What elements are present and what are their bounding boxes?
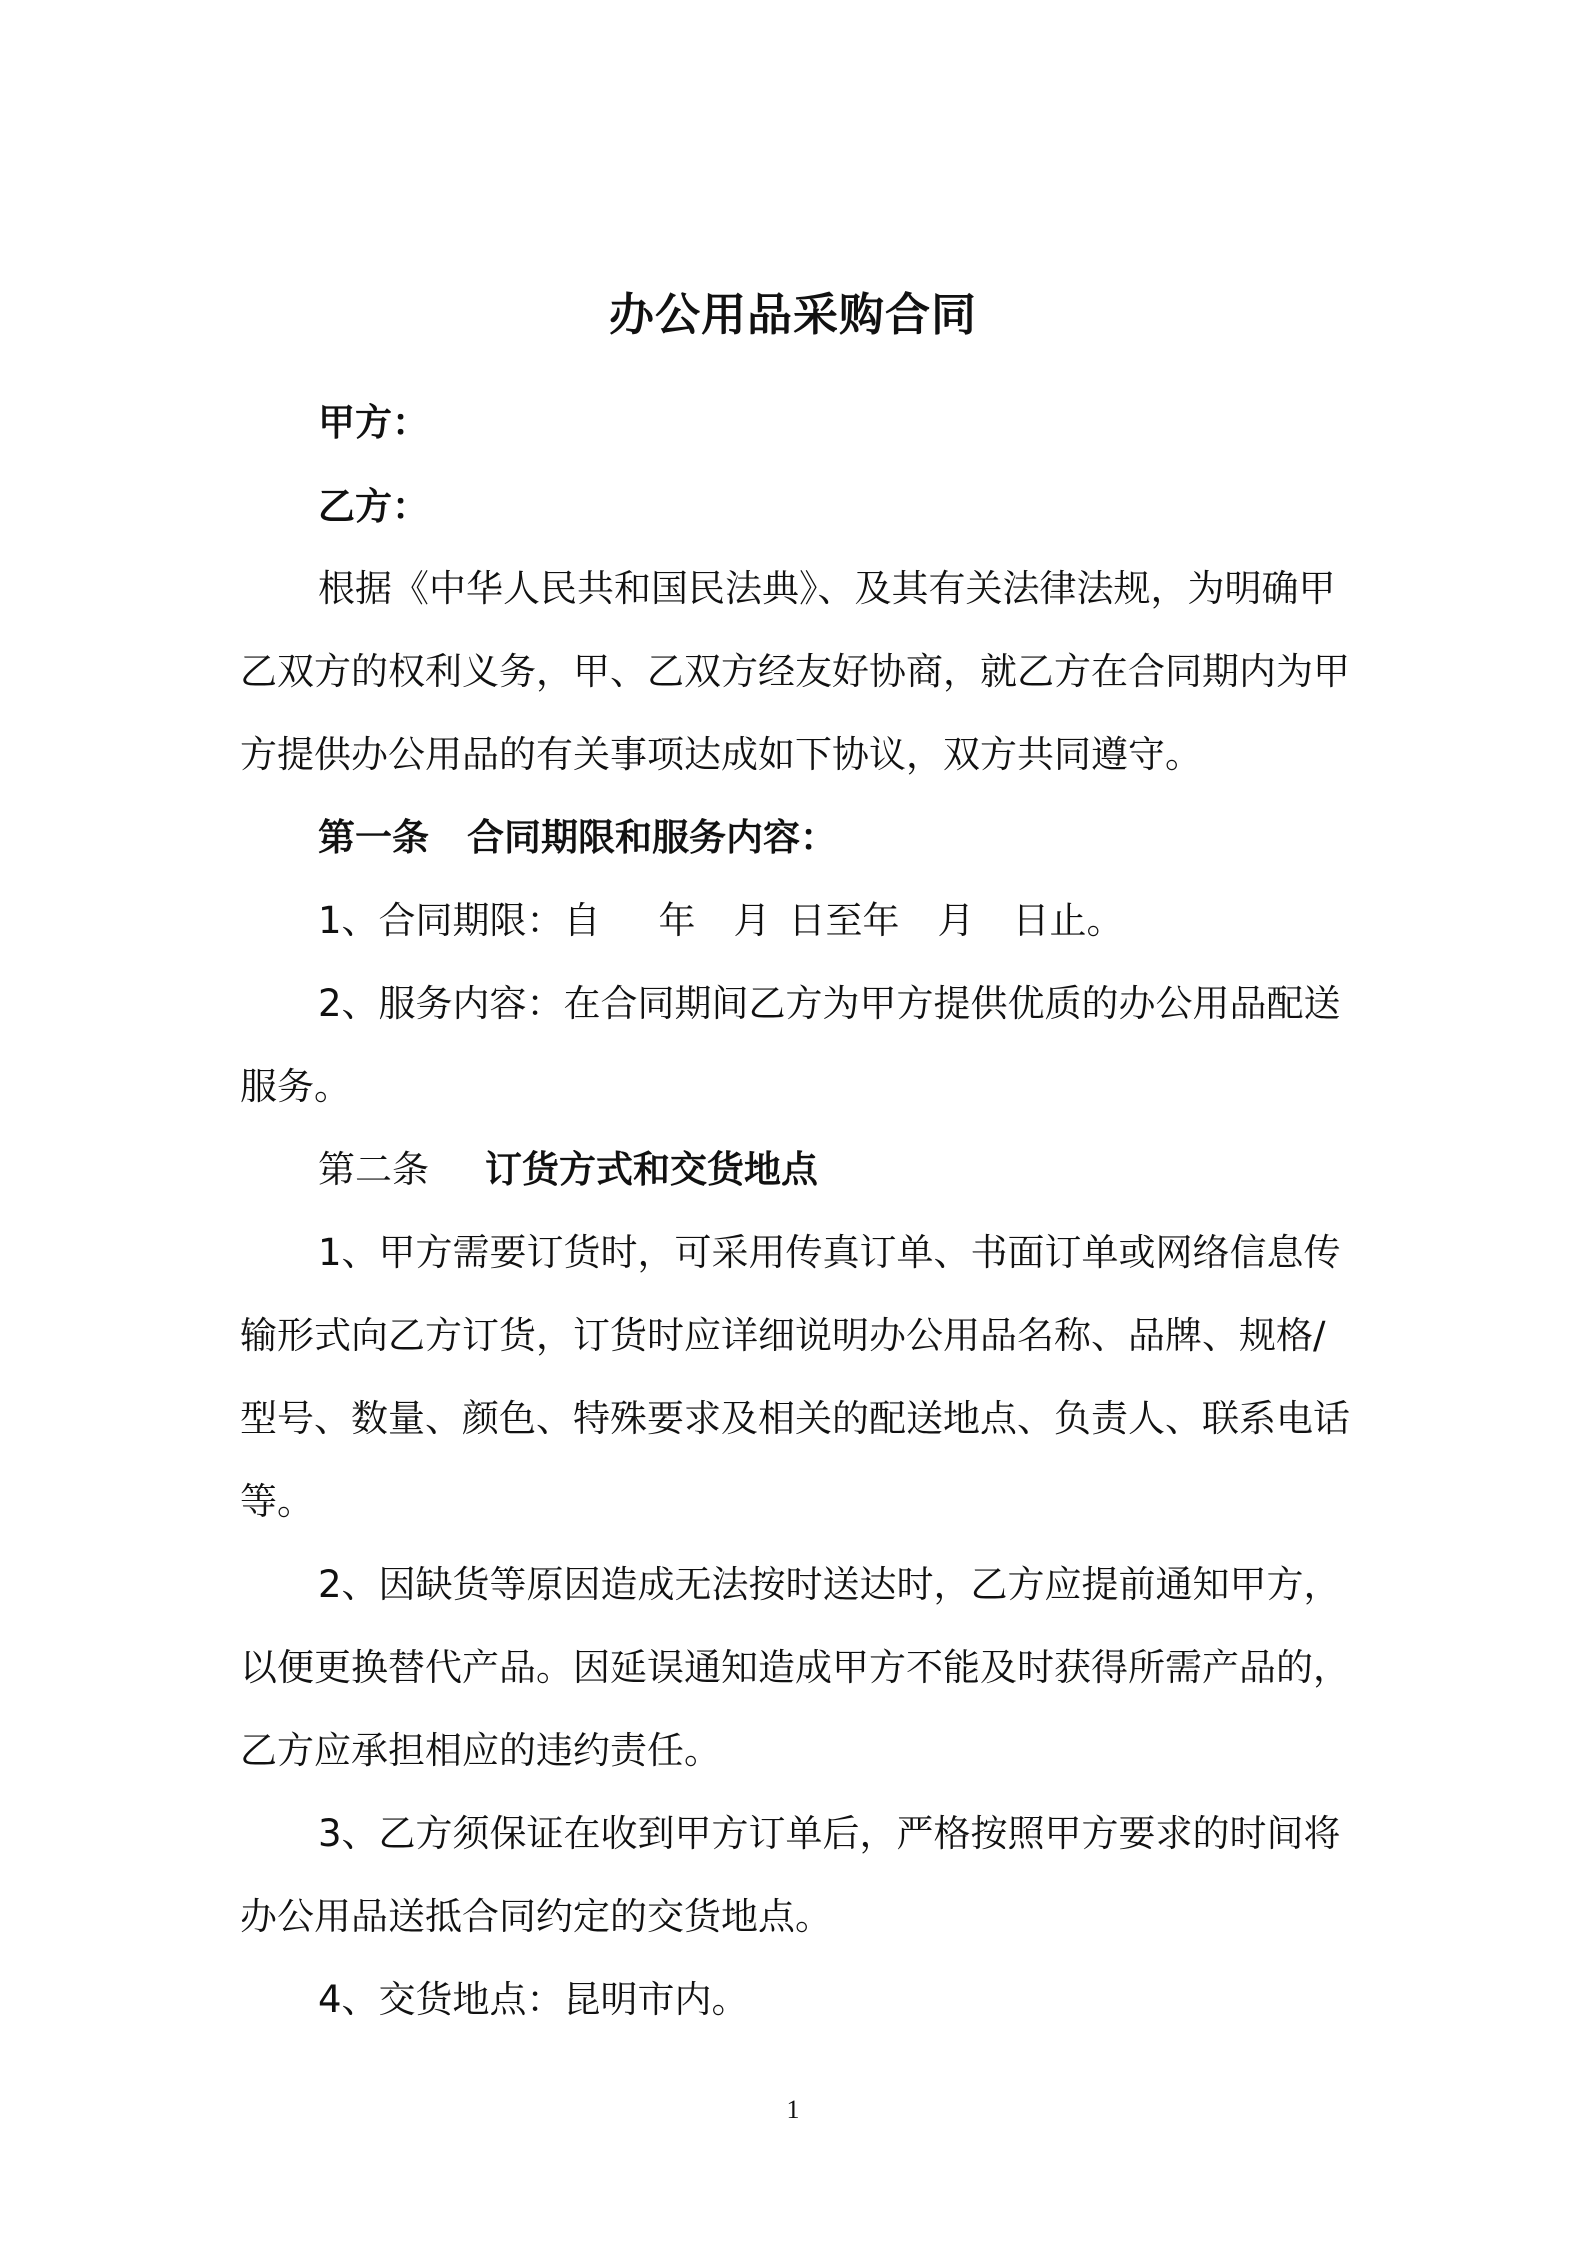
article-2-title: 订货方式和交货地点 [485,1148,818,1191]
delivery-location-line: 4、交货地点：昆明市内。 [318,1978,749,2021]
clause-line: 输形式向乙方订货，订货时应详细说明办公用品名称、品牌、规格/ [240,1314,1326,1357]
article-1-title: 合同期限和服务内容： [467,816,837,859]
article-2-number: 第二条 [318,1148,429,1191]
term-label: 1、合同期限：自 [318,899,601,942]
contract-term-line [318,896,1438,946]
document-title: 办公用品采购合同 [608,288,977,341]
page-number: 1 [786,2095,800,2124]
term-day-to: 日至年 [788,899,900,942]
party-b-label: 乙方： [318,485,429,528]
service-content-line: 服务。 [240,1065,351,1108]
article-1-number: 第一条 [318,816,429,859]
term-day-end: 日止。 [1012,899,1124,942]
clause-line: 1、甲方需要订货时，可采用传真订单、书面订单或网络信息传 [318,1231,1341,1274]
article-2-heading [318,1145,1438,1195]
term-month-2: 月 [937,899,975,942]
party-a-label: 甲方： [318,401,429,444]
preamble-line: 乙双方的权利义务，甲、乙双方经友好协商，就乙方在合同期内为甲 [240,650,1350,693]
clause-line: 型号、数量、颜色、特殊要求及相关的配送地点、负责人、联系电话 [240,1397,1350,1440]
term-month-1: 月 [733,899,771,942]
clause-line: 办公用品送抵合同约定的交货地点。 [240,1895,832,1938]
article-1-heading [318,813,1438,863]
clause-line: 乙方应承担相应的违约责任。 [240,1729,721,1772]
preamble-line: 根据《中华人民共和国民法典》、及其有关法律法规，为明确甲 [318,567,1336,610]
service-content-line: 2、服务内容：在合同期间乙方为甲方提供优质的办公用品配送 [318,982,1341,1025]
preamble-line: 方提供办公用品的有关事项达成如下协议，双方共同遵守。 [240,733,1202,776]
clause-line: 等。 [240,1480,314,1523]
clause-line: 以便更换替代产品。因延误通知造成甲方不能及时获得所需产品的， [240,1646,1350,1689]
clause-line: 2、因缺货等原因造成无法按时送达时，乙方应提前通知甲方， [318,1563,1341,1606]
term-year-1: 年 [658,899,696,942]
clause-line: 3、乙方须保证在收到甲方订单后，严格按照甲方要求的时间将 [318,1812,1341,1855]
